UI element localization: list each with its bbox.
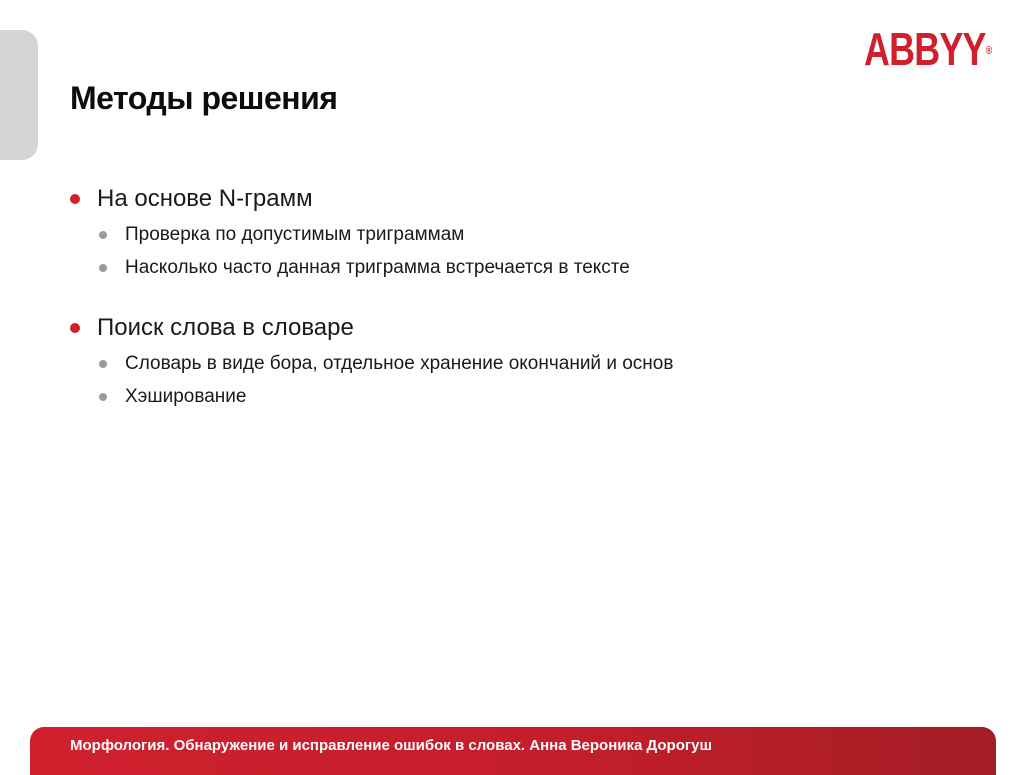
bullet-level2 [70,380,970,413]
bullet-text: Поиск слова в словаре [97,314,354,341]
bullet-text: На основе N-грамм [97,185,313,212]
slide-title: Методы решения [70,80,338,116]
sub-bullet-dot-icon [99,360,107,368]
bullet-level2 [70,251,970,284]
slide-content [70,180,970,438]
abbyy-logo: ABBYY® [864,23,993,75]
side-tab-decoration [0,30,38,160]
sub-bullet-dot-icon [99,264,107,272]
bullet-level2 [70,347,970,380]
sub-bullet-text: Хэширование [125,386,247,407]
sub-bullet-dot-icon [99,393,107,401]
bullet-dot-icon [70,323,80,333]
bullet-dot-icon [70,194,80,204]
bullet-level2 [70,218,970,251]
bullet-level1 [70,180,970,218]
bullet-group [70,180,970,284]
bullet-level1 [70,309,970,347]
sub-bullet-text: Проверка по допустимым триграммам [125,224,465,245]
sub-bullet-dot-icon [99,231,107,239]
bullet-group [70,309,970,413]
sub-bullet-text: Насколько часто данная триграмма встречается в тексте [125,257,630,278]
footer-text: Морфология. Обнаружение и исправление ошибок в словах. Анна Вероника Дорогуш [70,737,712,754]
sub-bullet-text: Словарь в виде бора, отдельное хранение окончаний и основ [125,353,674,374]
